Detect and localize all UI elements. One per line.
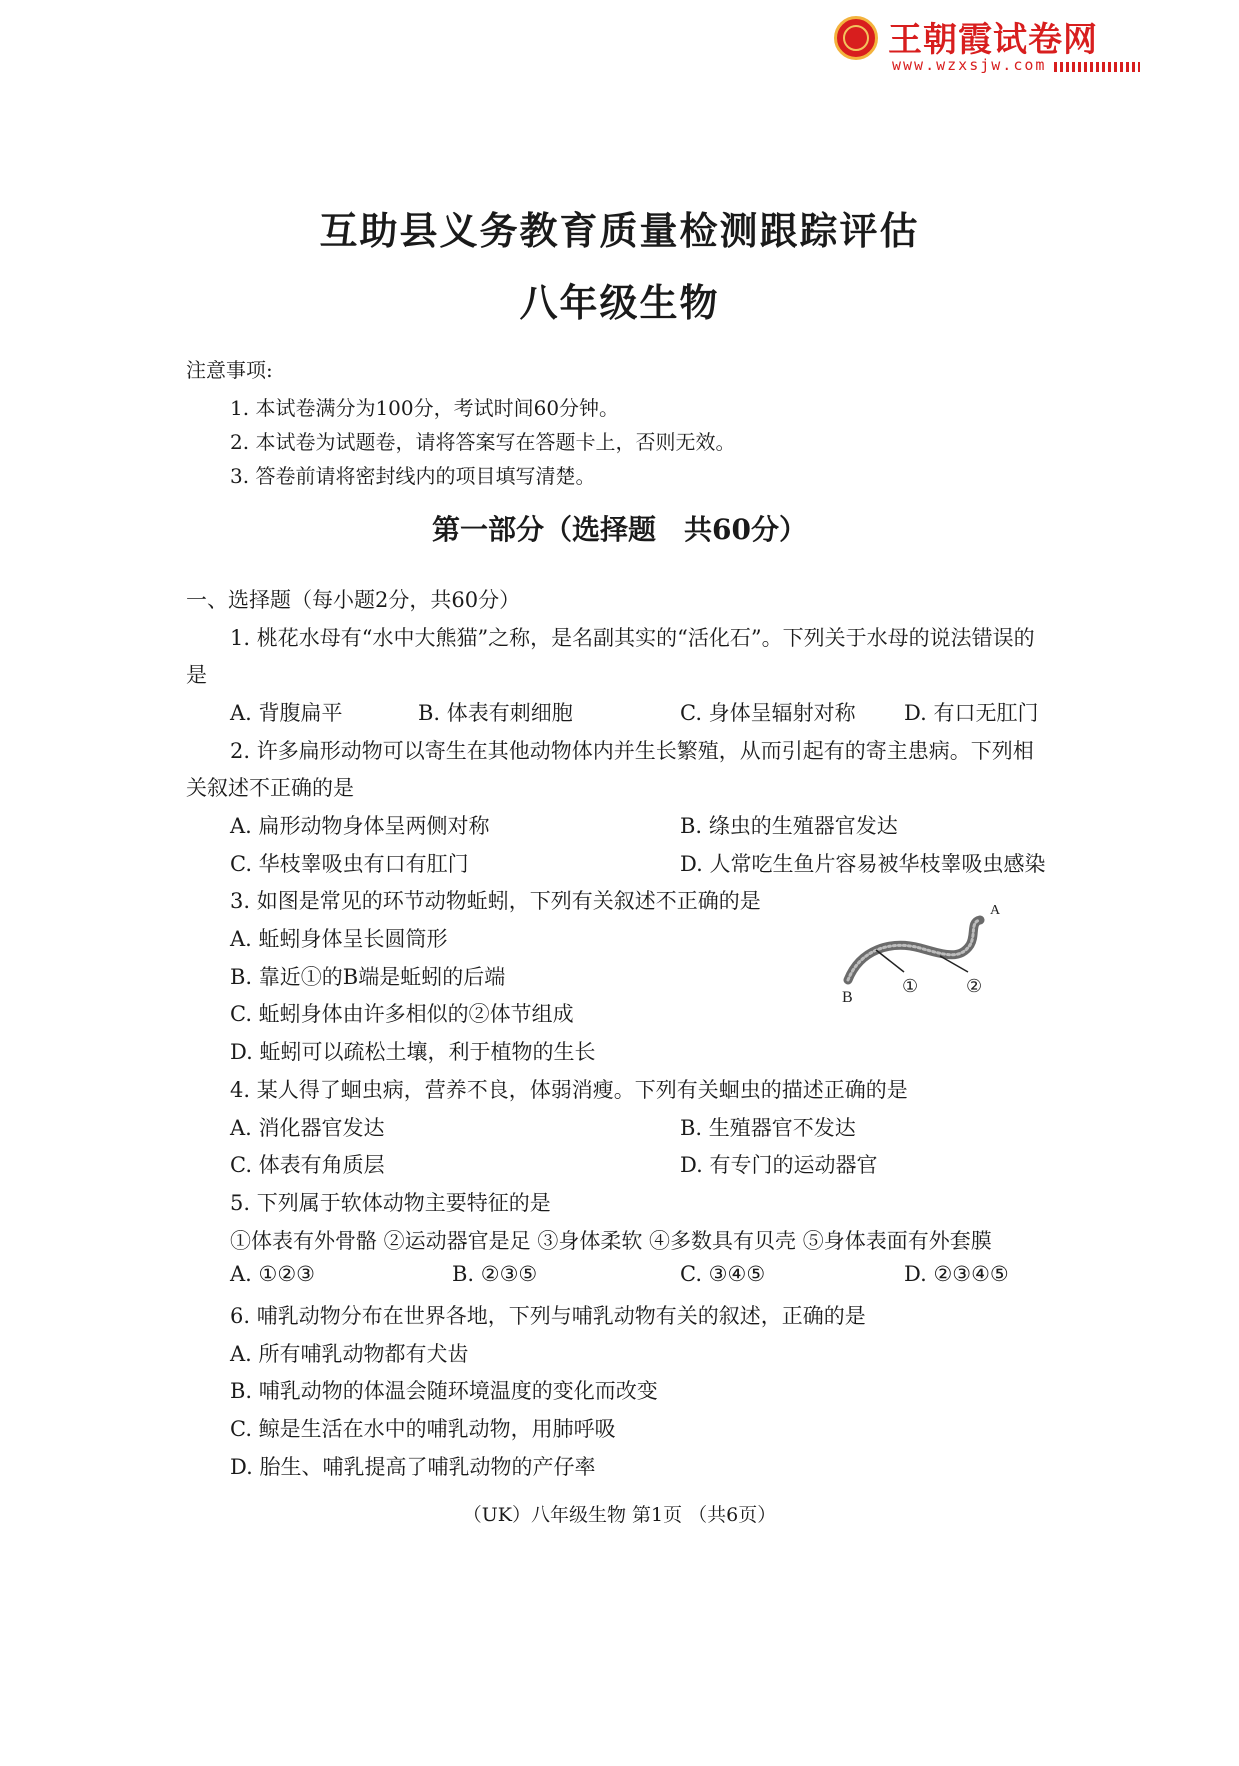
exam-subtitle: 八年级生物 <box>519 280 720 325</box>
seal-icon <box>834 16 878 60</box>
section-heading: 第一部分（选择题 共60分） <box>432 513 807 546</box>
q5-statements: ①体表有外骨骼 ②运动器官是足 ③身体柔软 ④多数具有贝壳 ⑤身体表面有外套膜 <box>230 1229 992 1253</box>
q3-option-b: B. 靠近①的B端是蚯蚓的后端 <box>230 965 506 989</box>
note-item: 3. 答卷前请将密封线内的项目填写清楚。 <box>230 464 596 488</box>
stripes-decoration <box>1054 62 1140 72</box>
q6-option-b: B. 哺乳动物的体温会随环境温度的变化而改变 <box>230 1379 658 1403</box>
q5-option-a: A. ①②③ <box>230 1262 315 1286</box>
note-item: 1. 本试卷满分为100分，考试时间60分钟。 <box>230 396 620 420</box>
q2-option-a: A. 扁形动物身体呈两侧对称 <box>230 814 490 838</box>
label-line-1 <box>876 950 904 972</box>
q5-option-d: D. ②③④⑤ <box>904 1262 1009 1286</box>
q3-option-a: A. 蚯蚓身体呈长圆筒形 <box>230 927 448 951</box>
q5-option-c: C. ③④⑤ <box>680 1262 766 1286</box>
q4-option-b: B. 生殖器官不发达 <box>680 1116 856 1140</box>
site-logo <box>828 12 1148 78</box>
q6-option-c: C. 鲸是生活在水中的哺乳动物，用肺呼吸 <box>230 1417 616 1441</box>
q3-option-d: D. 蚯蚓可以疏松土壤，利于植物的生长 <box>230 1040 596 1064</box>
q2-option-d: D. 人常吃生鱼片容易被华枝睾吸虫感染 <box>680 852 1046 876</box>
page-footer: （UK）八年级生物 第1页 （共6页） <box>462 1504 777 1526</box>
fig-label-1: ① <box>902 976 919 996</box>
q1-option-a: A. 背腹扁平 <box>230 701 343 725</box>
part-title: 一、选择题（每小题2分，共60分） <box>186 588 521 612</box>
q3-stem: 3. 如图是常见的环节动物蚯蚓，下列有关叙述不正确的是 <box>230 889 761 913</box>
q3-option-c: C. 蚯蚓身体由许多相似的②体节组成 <box>230 1002 574 1026</box>
q1-stem-cont: 是 <box>186 663 207 687</box>
exam-title: 互助县义务教育质量检测跟踪评估 <box>319 208 920 253</box>
q1-option-b: B. 体表有刺细胞 <box>418 701 573 725</box>
q4-option-d: D. 有专门的运动器官 <box>680 1153 878 1177</box>
fig-label-a: A <box>990 903 1001 918</box>
logo-url: www.wzxsjw.com <box>892 56 1047 74</box>
notes-heading: 注意事项: <box>186 358 273 382</box>
q6-stem: 6. 哺乳动物分布在世界各地，下列与哺乳动物有关的叙述，正确的是 <box>230 1304 866 1328</box>
q5-option-b: B. ②③⑤ <box>452 1262 538 1286</box>
q6-option-d: D. 胎生、哺乳提高了哺乳动物的产仔率 <box>230 1455 596 1479</box>
q1-stem: 1. 桃花水母有“水中大熊猫”之称，是名副其实的“活化石”。下列关于水母的说法错误的 <box>230 626 1035 650</box>
q2-option-b: B. 绦虫的生殖器官发达 <box>680 814 898 838</box>
fig-label-2: ② <box>966 976 983 996</box>
earthworm-body <box>848 920 980 980</box>
q2-option-c: C. 华枝睾吸虫有口有肛门 <box>230 852 469 876</box>
q4-stem: 4. 某人得了蛔虫病，营养不良，体弱消瘦。下列有关蛔虫的描述正确的是 <box>230 1078 908 1102</box>
q2-stem-cont: 关叙述不正确的是 <box>186 776 354 800</box>
earthworm-figure <box>830 900 1010 1010</box>
q6-option-a: A. 所有哺乳动物都有犬齿 <box>230 1342 469 1366</box>
q4-option-a: A. 消化器官发达 <box>230 1116 385 1140</box>
q5-stem: 5. 下列属于软体动物主要特征的是 <box>230 1191 551 1215</box>
q1-option-d: D. 有口无肛门 <box>904 701 1039 725</box>
fig-label-b: B <box>842 989 853 1006</box>
q4-option-c: C. 体表有角质层 <box>230 1153 385 1177</box>
q1-option-c: C. 身体呈辐射对称 <box>680 701 856 725</box>
logo-brand: 王朝霞试卷网 <box>888 20 1098 60</box>
note-item: 2. 本试卷为试题卷，请将答案写在答题卡上，否则无效。 <box>230 430 736 454</box>
q2-stem: 2. 许多扁形动物可以寄生在其他动物体内并生长繁殖，从而引起有的寄主患病。下列相 <box>230 739 1034 763</box>
